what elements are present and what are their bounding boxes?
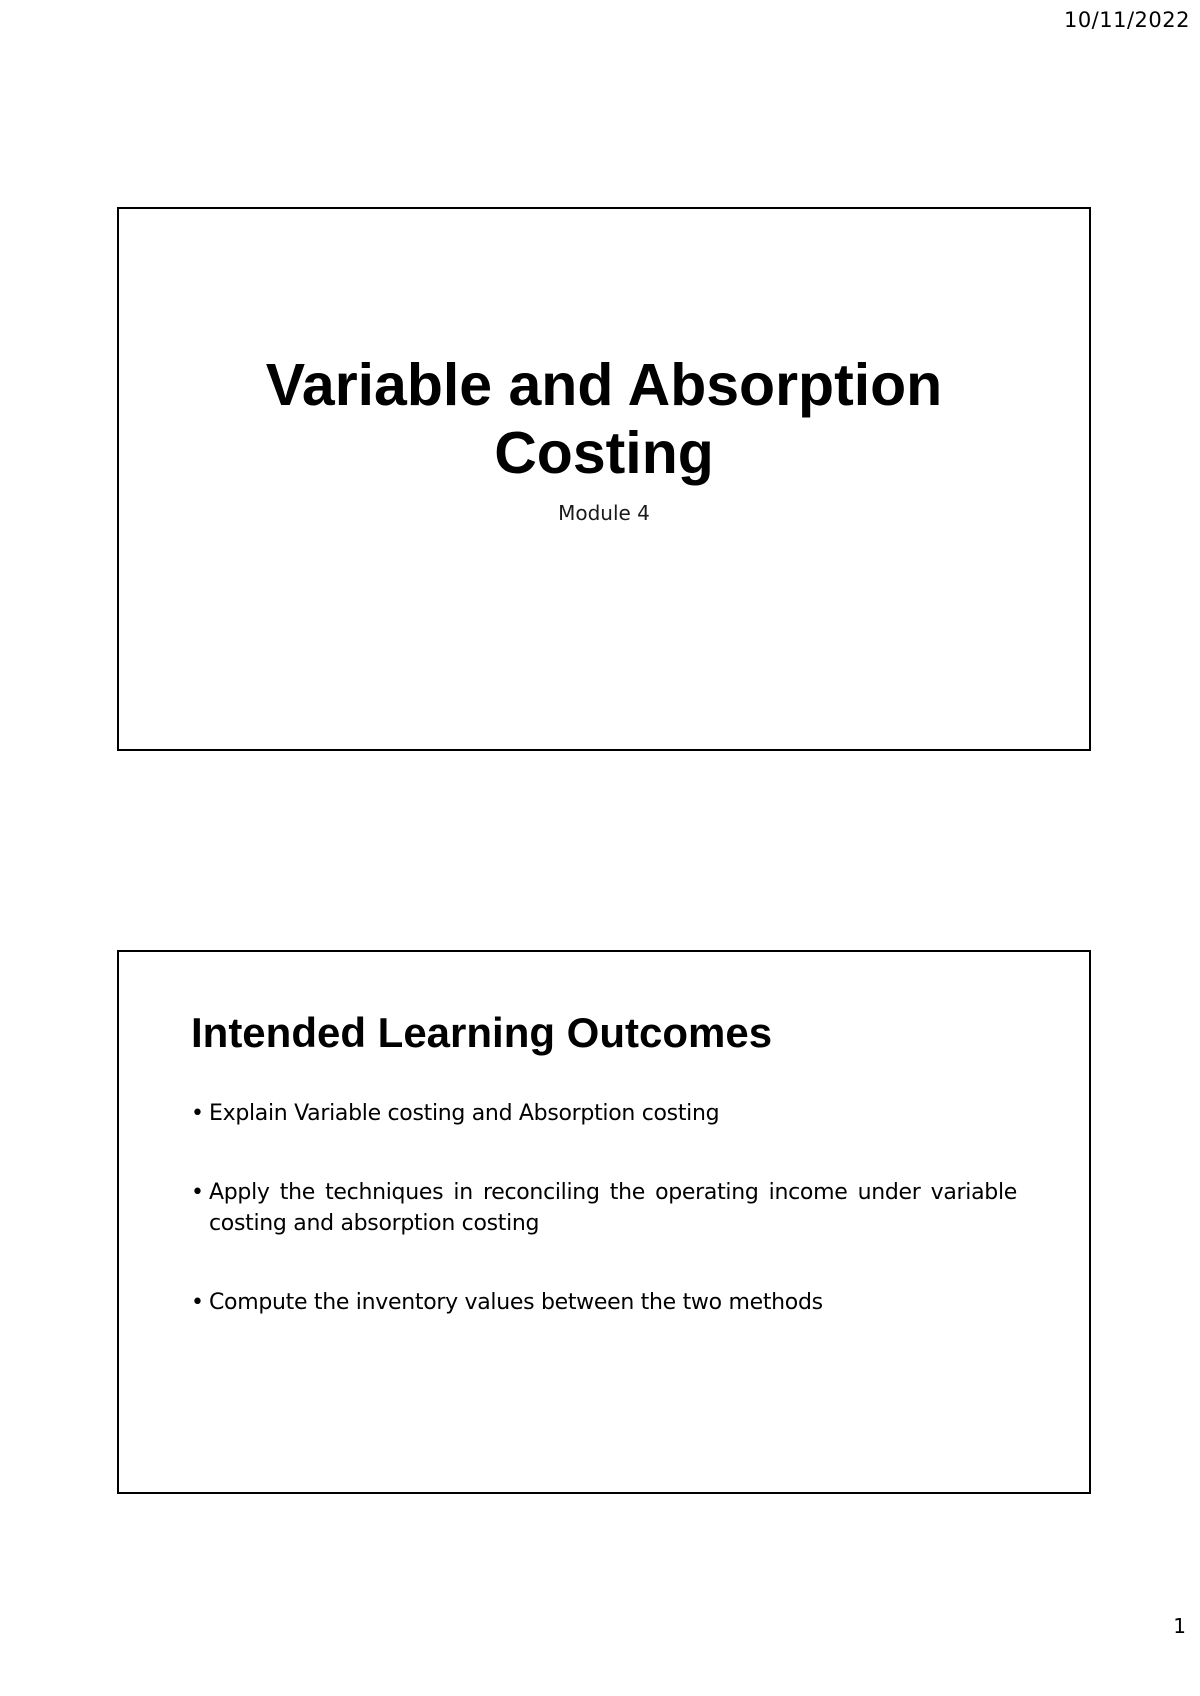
main-title-line-1: Variable and Absorption [265, 352, 943, 418]
list-item: • Compute the inventory values between the two methods [191, 1287, 1017, 1318]
slide-section-title: Intended Learning Outcomes [191, 1009, 773, 1056]
outcomes-list [191, 1098, 1017, 1366]
page-number: 1 [1173, 1614, 1186, 1638]
list-item: • Explain Variable costing and Absorption costing [191, 1098, 1017, 1129]
slide-title [117, 207, 1091, 751]
main-title-line-2: Costing [494, 420, 714, 486]
list-item: • Apply the techniques in reconciling the operating income under variable costing and absorption costing [191, 1177, 1017, 1239]
slide-learning-outcomes [117, 950, 1091, 1494]
slide-subtitle: Module 4 [558, 501, 650, 525]
slide-main-title [119, 351, 1089, 487]
print-date: 10/11/2022 [1063, 8, 1190, 32]
title-block [119, 351, 1089, 525]
